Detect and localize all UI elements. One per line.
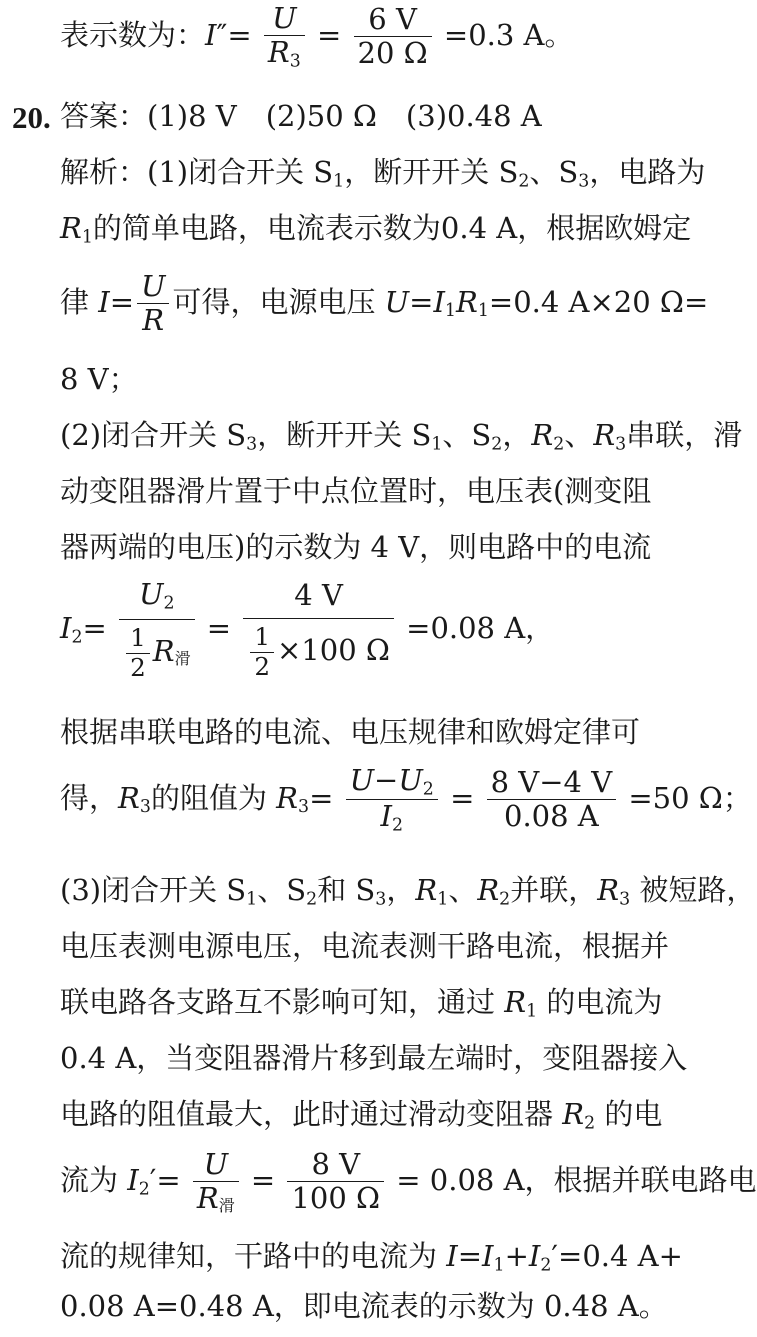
numerator: U <box>141 269 166 303</box>
equals: = <box>82 611 107 646</box>
equals: = <box>317 17 342 52</box>
subscript: 1 <box>477 301 489 322</box>
text: 解析：(1)闭合开关 S <box>60 155 334 189</box>
var: I <box>528 1239 541 1273</box>
line-17 <box>60 1148 757 1216</box>
subscript: 3 <box>619 889 631 910</box>
text: =0.4 A×20 Ω= <box>488 284 709 319</box>
text: 联电路各支路互不影响可知，通过 <box>60 985 505 1019</box>
denominator: 2 <box>130 652 146 682</box>
subscript: 滑 <box>174 649 191 669</box>
half-fraction <box>126 624 150 682</box>
denominator: 20 Ω <box>357 36 428 71</box>
line-7: 动变阻器滑片置于中点位置时，电压表(测变阻 <box>60 474 652 508</box>
numerator: 4 V <box>243 579 394 619</box>
text: 电路的阻值最大，此时通过滑动变阻器 <box>60 1097 563 1131</box>
subscript: 3 <box>375 889 387 910</box>
line-11 <box>60 764 752 836</box>
numerator: 1 <box>250 623 274 652</box>
fraction <box>346 764 438 836</box>
var: R <box>276 780 298 815</box>
line-4 <box>60 270 708 338</box>
text: (3)闭合开关 S <box>60 873 247 907</box>
line-12 <box>60 873 756 910</box>
subscript: 1 <box>81 227 93 248</box>
var: I <box>433 284 445 319</box>
subscript: 2 <box>499 889 511 910</box>
equals: = <box>156 1162 181 1197</box>
line-5: 8 V； <box>60 362 138 396</box>
subscript: 1 <box>444 301 456 322</box>
denominator: R <box>196 1181 219 1216</box>
equals: = <box>457 1239 483 1273</box>
line-8: 器两端的电压)的示数为 4 V，则电路中的电流 <box>60 530 652 564</box>
subscript: 3 <box>578 171 590 192</box>
var: R <box>118 780 140 815</box>
numerator: U <box>203 1147 229 1181</box>
var: R <box>477 873 500 907</box>
text: 的电 <box>595 1097 663 1131</box>
subscript: 2 <box>138 1179 150 1200</box>
text: 表示数为： <box>60 17 206 52</box>
denominator: 2 <box>254 651 270 681</box>
line-3 <box>60 211 692 248</box>
subscript: 1 <box>437 889 449 910</box>
numerator: U <box>139 577 164 611</box>
text: 的简单电路，电流表示数为0.4 A，根据欧姆定 <box>92 211 692 245</box>
var: I <box>482 1239 494 1273</box>
denominator-text: ×100 Ω <box>277 633 390 668</box>
equals: = <box>227 17 252 52</box>
var: I <box>446 1239 458 1273</box>
plus: + <box>504 1239 529 1273</box>
text: 的阻值为 <box>150 780 277 815</box>
subscript: 2 <box>540 1255 552 1276</box>
var: R <box>562 1097 585 1131</box>
subscript: 2 <box>306 889 318 910</box>
denominator: R <box>142 303 165 338</box>
subscript: 3 <box>246 434 258 455</box>
text: =0.08 A， <box>406 611 555 646</box>
subscript: 1 <box>431 434 443 455</box>
var: U <box>384 284 410 319</box>
text: 、S <box>257 873 307 907</box>
text: 并联， <box>510 873 598 907</box>
subscript: 2 <box>163 593 175 614</box>
line-9 <box>60 578 554 682</box>
subscript: 2 <box>518 171 530 192</box>
var: R <box>504 985 527 1019</box>
fraction <box>193 1148 239 1216</box>
subscript: 3 <box>289 51 301 72</box>
text: 串联，滑 <box>626 418 743 452</box>
numerator: U <box>272 1 297 35</box>
text: 流的规律知，干路中的电流为 <box>60 1239 447 1273</box>
fraction <box>287 1148 384 1216</box>
text: ， <box>386 873 416 907</box>
text: ，断开开关 S <box>257 418 432 452</box>
prime: ″ <box>216 17 228 52</box>
subscript: 1 <box>493 1255 505 1276</box>
text: 、S <box>442 418 492 452</box>
var: R <box>152 634 175 669</box>
text: =50 Ω； <box>628 780 752 815</box>
text: = 0.08 A，根据并联电路电 <box>396 1162 757 1197</box>
line-16 <box>60 1097 663 1134</box>
subscript: 3 <box>139 797 151 818</box>
line-14 <box>60 985 663 1022</box>
text: 的电流为 <box>537 985 663 1019</box>
question-number: 20. <box>12 100 51 135</box>
text: 、S <box>529 155 579 189</box>
subscript: 2 <box>553 434 565 455</box>
text: 和 S <box>317 873 376 907</box>
denominator: R <box>267 35 290 70</box>
subscript: 3 <box>615 434 627 455</box>
equals: = <box>309 780 334 815</box>
denominator: 0.08 A <box>504 799 599 834</box>
var: R <box>415 873 438 907</box>
subscript: 1 <box>333 171 345 192</box>
line-13: 电压表测电源电压，电流表测干路电流，根据并 <box>60 929 670 963</box>
equals: = <box>109 284 134 319</box>
var: I <box>127 1162 139 1197</box>
numerator: 1 <box>126 624 150 653</box>
fraction <box>243 579 394 681</box>
answer-line: 答案：(1)8 V (2)50 Ω (3)0.48 A <box>60 99 542 133</box>
equals: = <box>409 284 434 319</box>
line-10: 根据串联电路的电流、电压规律和欧姆定律可 <box>60 715 641 749</box>
line-15: 0.4 A，当变阻器滑片移到最左端时，变阻器接入 <box>60 1041 688 1075</box>
var: R <box>60 211 82 245</box>
var: I <box>98 284 110 319</box>
text: 律 <box>60 284 99 319</box>
line-2 <box>60 155 706 192</box>
var: I <box>205 17 217 52</box>
subscript: 1 <box>246 889 258 910</box>
var: R <box>531 418 554 452</box>
text: =0.4 A+ <box>558 1239 683 1273</box>
line-0 <box>60 2 574 72</box>
denominator: 100 Ω <box>291 1181 381 1216</box>
line-18 <box>60 1239 683 1276</box>
subscript: 3 <box>298 797 310 818</box>
prime: ′ <box>149 1162 157 1197</box>
subscript: 2 <box>491 434 503 455</box>
denominator: I <box>380 799 392 834</box>
text: ，断开开关 S <box>344 155 519 189</box>
line-19: 0.08 A=0.48 A，即电流表的示数为 0.48 A。 <box>60 1289 668 1323</box>
text: 、 <box>564 418 594 452</box>
prime: ′ <box>551 1239 559 1273</box>
half-fraction <box>250 623 274 681</box>
fraction <box>119 578 194 682</box>
numerator: 8 V−4 V <box>487 766 617 800</box>
numerator: 8 V <box>287 1148 384 1182</box>
numerator: 6 V <box>354 3 432 37</box>
text: =0.3 A。 <box>443 17 574 52</box>
subscript: 2 <box>391 815 404 836</box>
var: R <box>455 284 478 319</box>
fraction <box>137 270 169 338</box>
text: 得， <box>60 780 119 815</box>
equals: = <box>250 1162 276 1197</box>
equals: = <box>206 611 232 646</box>
text: 可得，电源电压 <box>172 284 385 319</box>
text: ， <box>502 418 532 452</box>
line-6 <box>60 418 743 455</box>
text: 被短路， <box>630 873 756 907</box>
fraction <box>264 2 305 72</box>
subscript: 2 <box>71 627 83 648</box>
fraction <box>354 3 432 71</box>
equals: = <box>450 780 475 815</box>
var: R <box>597 873 620 907</box>
subscript: 1 <box>526 1001 538 1022</box>
text: ，电路为 <box>589 155 706 189</box>
numerator: U−U <box>349 763 423 797</box>
var: I <box>60 611 72 646</box>
var: R <box>593 418 616 452</box>
subscript: 2 <box>422 779 434 800</box>
subscript: 2 <box>584 1113 596 1134</box>
text: 、 <box>448 873 478 907</box>
text: (2)闭合开关 S <box>60 418 247 452</box>
text: 流为 <box>60 1162 128 1197</box>
subscript: 滑 <box>218 1196 235 1216</box>
fraction <box>487 766 617 834</box>
